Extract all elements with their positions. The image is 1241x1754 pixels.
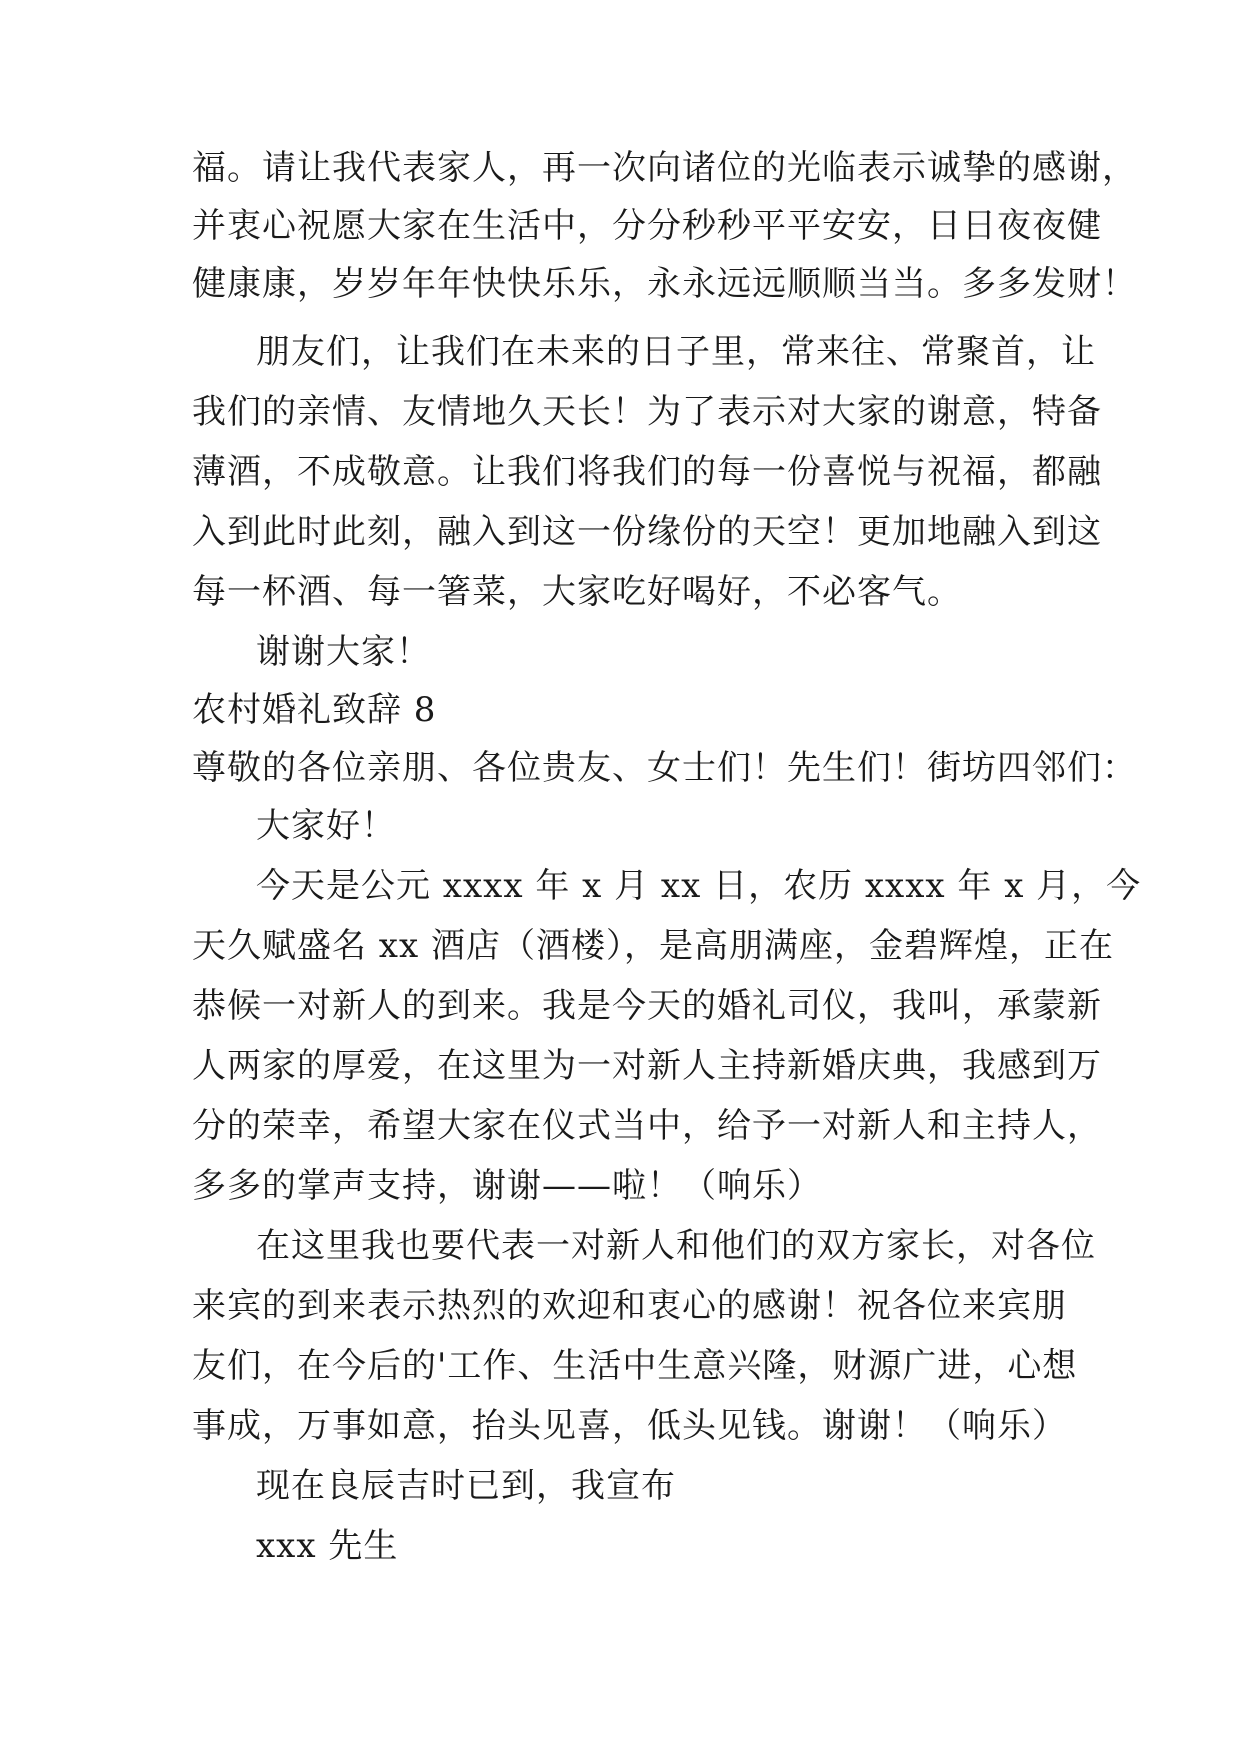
paragraph-line: 人两家的厚爱，在这里为一对新人主持新婚庆典，我感到万 — [192, 1046, 1102, 1086]
paragraph-line: 今天是公元 xxxx 年 x 月 xx 日，农历 xxxx 年 x 月，今 — [256, 866, 1142, 906]
paragraph-line: 福。请让我代表家人，再一次向诸位的光临表示诚挚的感谢， — [192, 148, 1137, 188]
paragraph-line: 现在良辰吉时已到，我宣布 — [256, 1466, 676, 1506]
paragraph-line: xxx 先生 — [256, 1526, 399, 1566]
paragraph-line: 在这里我也要代表一对新人和他们的双方家长，对各位 — [256, 1226, 1096, 1266]
paragraph-line: 分的荣幸，希望大家在仪式当中，给予一对新人和主持人， — [192, 1106, 1102, 1146]
paragraph-line: 健康康，岁岁年年快快乐乐，永永远远顺顺当当。多多发财！ — [192, 264, 1137, 304]
paragraph-line: 入到此时此刻，融入到这一份缘份的天空！更加地融入到这 — [192, 512, 1102, 552]
paragraph-line: 薄酒，不成敬意。让我们将我们的每一份喜悦与祝福，都融 — [192, 452, 1102, 492]
salutation-line: 尊敬的各位亲朋、各位贵友、女士们！先生们！街坊四邻们： — [192, 748, 1137, 788]
paragraph-line: 来宾的到来表示热烈的欢迎和衷心的感谢！祝各位来宾朋 — [192, 1286, 1067, 1326]
paragraph-line: 谢谢大家！ — [256, 632, 431, 672]
greeting-line: 大家好！ — [256, 806, 396, 846]
paragraph-line: 事成，万事如意，抬头见喜，低头见钱。谢谢！（响乐） — [192, 1406, 1067, 1446]
paragraph-line: 我们的亲情、友情地久天长！为了表示对大家的谢意，特备 — [192, 392, 1102, 432]
section-heading: 农村婚礼致辞 8 — [192, 690, 437, 730]
paragraph-line: 并衷心祝愿大家在生活中，分分秒秒平平安安，日日夜夜健 — [192, 206, 1102, 246]
paragraph-line: 多多的掌声支持，谢谢——啦！（响乐） — [192, 1166, 822, 1206]
paragraph-line: 恭候一对新人的到来。我是今天的婚礼司仪，我叫，承蒙新 — [192, 986, 1102, 1026]
paragraph-line: 每一杯酒、每一箸菜，大家吃好喝好，不必客气。 — [192, 572, 962, 612]
paragraph-line: 朋友们，让我们在未来的日子里，常来往、常聚首，让 — [256, 332, 1096, 372]
paragraph-line: 友们，在今后的'工作、生活中生意兴隆，财源广进，心想 — [192, 1346, 1078, 1386]
paragraph-line: 天久赋盛名 xx 酒店（酒楼），是高朋满座，金碧辉煌，正在 — [192, 926, 1114, 966]
